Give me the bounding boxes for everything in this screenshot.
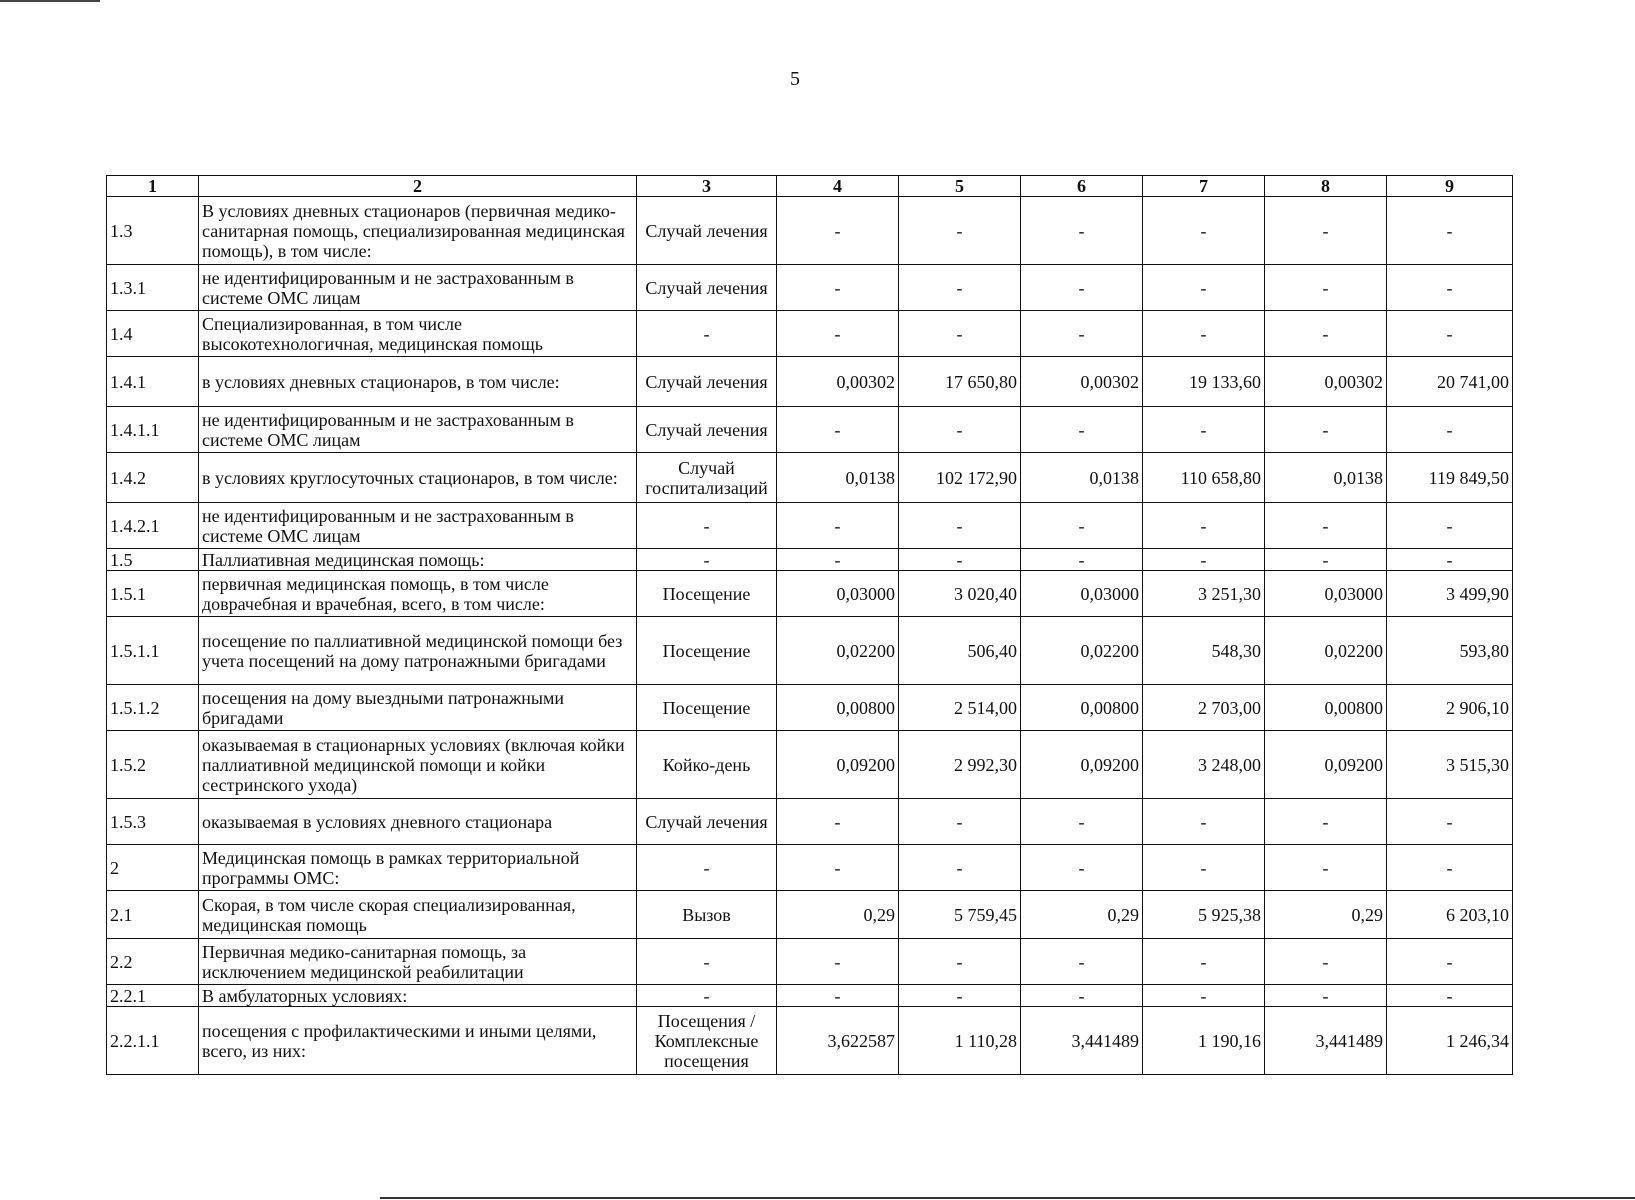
value-col-8: - [1265,265,1387,311]
column-header: 9 [1387,176,1513,197]
row-code: 1.4.2 [107,453,199,503]
table-row [107,311,1513,357]
row-code: 2.2.1 [107,985,199,1007]
row-unit: Случай лечения [637,197,777,265]
value-col-7: - [1143,985,1265,1007]
value-col-6: 0,0138 [1021,453,1143,503]
value-col-8: 0,00302 [1265,357,1387,407]
column-header: 5 [899,176,1021,197]
column-header: 2 [199,176,637,197]
value-col-6: - [1021,985,1143,1007]
value-col-7: 1 190,16 [1143,1007,1265,1075]
value-col-9: 593,80 [1387,617,1513,685]
value-col-4: - [777,197,899,265]
table-row [107,731,1513,799]
row-code: 2 [107,845,199,891]
row-name: посещения на дому выездными патронажными бригадами [199,685,637,731]
row-code: 1.5 [107,549,199,571]
value-col-8: 0,0138 [1265,453,1387,503]
row-name: Специализированная, в том числе высокотехнологичная, медицинская помощь [199,311,637,357]
value-col-9: - [1387,799,1513,845]
table-row [107,453,1513,503]
column-header: 3 [637,176,777,197]
row-code: 1.5.1.2 [107,685,199,731]
value-col-9: - [1387,549,1513,571]
value-col-9: - [1387,407,1513,453]
value-col-9: 20 741,00 [1387,357,1513,407]
page-number: 5 [790,68,800,90]
value-col-4: 0,00302 [777,357,899,407]
value-col-6: 3,441489 [1021,1007,1143,1075]
row-code: 1.3.1 [107,265,199,311]
row-code: 2.2.1.1 [107,1007,199,1075]
table-row [107,407,1513,453]
row-unit: - [637,939,777,985]
value-col-4: - [777,503,899,549]
row-code: 2.2 [107,939,199,985]
row-name: первичная медицинская помощь, в том числе доврачебная и врачебная, всего, в том числе: [199,571,637,617]
table-header-row [107,176,1513,197]
row-code: 1.4.2.1 [107,503,199,549]
row-name: Медицинская помощь в рамках территориальной программы ОМС: [199,845,637,891]
value-col-5: - [899,265,1021,311]
value-col-7: - [1143,503,1265,549]
value-col-6: - [1021,265,1143,311]
row-name: не идентифицированным и не застрахованным в системе ОМС лицам [199,407,637,453]
value-col-5: - [899,549,1021,571]
scan-edge-bottom [380,1197,1635,1199]
row-unit: Койко-день [637,731,777,799]
row-code: 1.4.1.1 [107,407,199,453]
value-col-6: 0,03000 [1021,571,1143,617]
value-col-8: - [1265,197,1387,265]
value-col-4: - [777,845,899,891]
row-name: Скорая, в том числе скорая специализированная, медицинская помощь [199,891,637,939]
value-col-4: - [777,939,899,985]
value-col-5: 3 020,40 [899,571,1021,617]
value-col-5: - [899,845,1021,891]
value-col-9: - [1387,939,1513,985]
row-code: 1.5.2 [107,731,199,799]
row-code: 1.3 [107,197,199,265]
row-name: оказываемая в стационарных условиях (включая койки паллиативной медицинской помощи и койки сестринского ухода) [199,731,637,799]
row-name: посещения с профилактическими и иными целями, всего, из них: [199,1007,637,1075]
value-col-8: - [1265,985,1387,1007]
value-col-5: 506,40 [899,617,1021,685]
value-col-8: 0,00800 [1265,685,1387,731]
value-col-6: 0,00800 [1021,685,1143,731]
value-col-9: - [1387,985,1513,1007]
value-col-4: - [777,799,899,845]
value-col-4: 0,0138 [777,453,899,503]
value-col-7: 5 925,38 [1143,891,1265,939]
table-row [107,197,1513,265]
value-col-9: 1 246,34 [1387,1007,1513,1075]
row-name: Паллиативная медицинская помощь: [199,549,637,571]
row-name: В амбулаторных условиях: [199,985,637,1007]
value-col-7: - [1143,939,1265,985]
data-table [106,175,1513,1075]
value-col-5: - [899,407,1021,453]
value-col-4: - [777,265,899,311]
row-code: 1.5.1.1 [107,617,199,685]
table-row [107,1007,1513,1075]
value-col-7: - [1143,407,1265,453]
value-col-9: - [1387,311,1513,357]
value-col-5: - [899,197,1021,265]
table-row [107,891,1513,939]
value-col-7: - [1143,197,1265,265]
value-col-6: - [1021,407,1143,453]
value-col-4: - [777,985,899,1007]
value-col-8: - [1265,549,1387,571]
value-col-8: 3,441489 [1265,1007,1387,1075]
row-code: 1.4.1 [107,357,199,407]
value-col-8: - [1265,939,1387,985]
value-col-7: 3 248,00 [1143,731,1265,799]
row-unit: - [637,549,777,571]
table-row [107,571,1513,617]
row-name: посещение по паллиативной медицинской помощи без учета посещений на дому патронажными бригадами [199,617,637,685]
value-col-4: 3,622587 [777,1007,899,1075]
scan-edge-top [0,0,100,2]
table-row [107,265,1513,311]
table-row [107,617,1513,685]
row-unit: - [637,311,777,357]
value-col-9: 3 515,30 [1387,731,1513,799]
column-header: 8 [1265,176,1387,197]
value-col-4: - [777,549,899,571]
value-col-5: 17 650,80 [899,357,1021,407]
value-col-6: 0,29 [1021,891,1143,939]
row-unit: Посещения / Комплексные посещения [637,1007,777,1075]
value-col-8: 0,29 [1265,891,1387,939]
value-col-4: 0,29 [777,891,899,939]
table-row [107,845,1513,891]
value-col-8: - [1265,311,1387,357]
value-col-9: 2 906,10 [1387,685,1513,731]
value-col-7: - [1143,549,1265,571]
value-col-6: - [1021,503,1143,549]
value-col-9: 6 203,10 [1387,891,1513,939]
value-col-5: - [899,939,1021,985]
row-unit: Случай лечения [637,357,777,407]
value-col-5: - [899,503,1021,549]
value-col-7: - [1143,845,1265,891]
value-col-5: 5 759,45 [899,891,1021,939]
table-row [107,503,1513,549]
value-col-7: - [1143,265,1265,311]
value-col-6: - [1021,845,1143,891]
table-row [107,799,1513,845]
value-col-4: - [777,311,899,357]
row-name: оказываемая в условиях дневного стационара [199,799,637,845]
value-col-4: 0,00800 [777,685,899,731]
column-header: 6 [1021,176,1143,197]
row-code: 1.4 [107,311,199,357]
value-col-5: - [899,311,1021,357]
value-col-9: - [1387,845,1513,891]
value-col-5: 1 110,28 [899,1007,1021,1075]
value-col-9: 119 849,50 [1387,453,1513,503]
row-name: в условиях дневных стационаров, в том числе: [199,357,637,407]
value-col-8: 0,03000 [1265,571,1387,617]
value-col-5: - [899,985,1021,1007]
value-col-6: - [1021,939,1143,985]
value-col-4: 0,02200 [777,617,899,685]
value-col-5: 2 992,30 [899,731,1021,799]
value-col-7: 3 251,30 [1143,571,1265,617]
table-row [107,685,1513,731]
value-col-4: 0,03000 [777,571,899,617]
value-col-9: - [1387,503,1513,549]
value-col-9: 3 499,90 [1387,571,1513,617]
value-col-6: 0,00302 [1021,357,1143,407]
column-header: 4 [777,176,899,197]
value-col-7: - [1143,311,1265,357]
value-col-6: - [1021,799,1143,845]
value-col-5: 2 514,00 [899,685,1021,731]
column-header: 7 [1143,176,1265,197]
table-row [107,939,1513,985]
row-unit: Посещение [637,617,777,685]
value-col-4: 0,09200 [777,731,899,799]
row-unit: Случай лечения [637,407,777,453]
column-header: 1 [107,176,199,197]
value-col-8: - [1265,503,1387,549]
row-unit: Случай лечения [637,265,777,311]
value-col-8: - [1265,407,1387,453]
value-col-6: - [1021,197,1143,265]
row-name: Первичная медико-санитарная помощь, за исключением медицинской реабилитации [199,939,637,985]
row-unit: Случай лечения [637,799,777,845]
value-col-7: 2 703,00 [1143,685,1265,731]
table-row [107,357,1513,407]
row-name: не идентифицированным и не застрахованным в системе ОМС лицам [199,503,637,549]
value-col-6: 0,09200 [1021,731,1143,799]
row-unit: - [637,985,777,1007]
table-row [107,549,1513,571]
row-name: В условиях дневных стационаров (первичная медико-санитарная помощь, специализированная медицинская помощь), в том числе: [199,197,637,265]
value-col-8: - [1265,799,1387,845]
value-col-5: - [899,799,1021,845]
value-col-8: 0,02200 [1265,617,1387,685]
table-row [107,985,1513,1007]
value-col-7: 548,30 [1143,617,1265,685]
row-code: 1.5.3 [107,799,199,845]
row-unit: Посещение [637,685,777,731]
value-col-7: 110 658,80 [1143,453,1265,503]
row-name: в условиях круглосуточных стационаров, в том числе: [199,453,637,503]
value-col-6: - [1021,311,1143,357]
value-col-4: - [777,407,899,453]
value-col-9: - [1387,265,1513,311]
row-unit: - [637,503,777,549]
row-unit: Посещение [637,571,777,617]
value-col-8: 0,09200 [1265,731,1387,799]
row-unit: Случай госпитализаций [637,453,777,503]
value-col-5: 102 172,90 [899,453,1021,503]
row-code: 1.5.1 [107,571,199,617]
value-col-9: - [1387,197,1513,265]
value-col-6: 0,02200 [1021,617,1143,685]
value-col-8: - [1265,845,1387,891]
value-col-7: 19 133,60 [1143,357,1265,407]
row-unit: - [637,845,777,891]
row-code: 2.1 [107,891,199,939]
row-name: не идентифицированным и не застрахованным в системе ОМС лицам [199,265,637,311]
value-col-7: - [1143,799,1265,845]
value-col-6: - [1021,549,1143,571]
row-unit: Вызов [637,891,777,939]
